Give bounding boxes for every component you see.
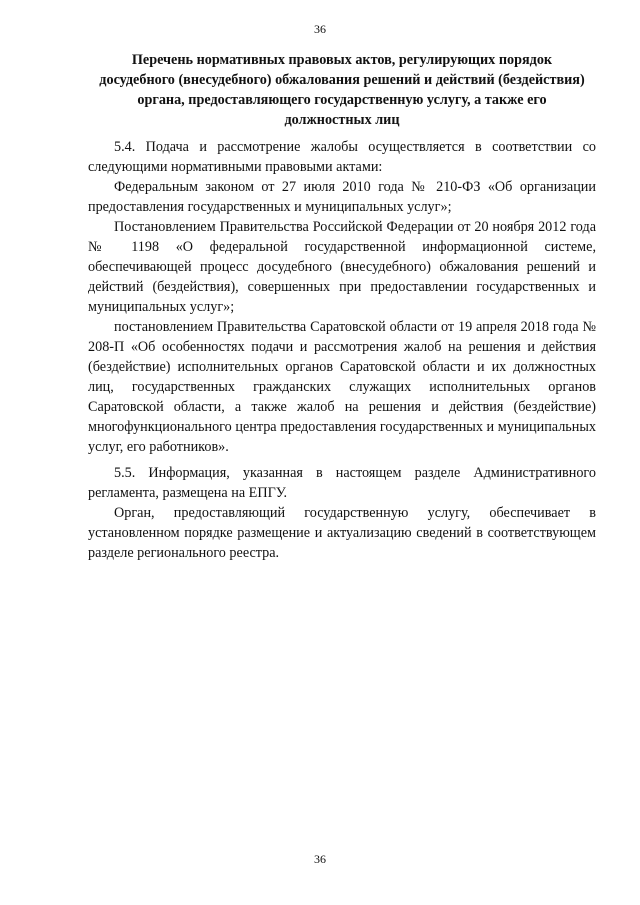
section-heading [88,50,596,130]
document-body [88,50,596,563]
paragraph-government-decree: Постановлением Правительства Российской Федерации от 20 ноября 2012 года № 1198 «О федеральной государственной информационной системе, обеспечивающей процесс досудебного (внесудебного) обжалования решений и действий (бездействия), совершенных при предоставлении государственных и муниципальных услуг»; [88,219,596,315]
heading-line: должностных лиц [284,112,400,128]
heading-line: досудебного (внесудебного) обжалования решений и действий (бездействия) [99,72,585,88]
paragraph-5-5: 5.5. Информация, указанная в настоящем разделе Административного регламента, размещена на ЕПГУ. [88,465,596,501]
page-number-top: 36 [314,22,326,36]
heading-line: органа, предоставляющего государственную услугу, а также его [137,92,547,108]
paragraph-registry: Орган, предоставляющий государственную услугу, обеспечивает в установленном порядке размещение и актуализацию сведений в соответствующем разделе регионального реестра. [88,505,596,561]
page-number-bottom: 36 [314,852,326,866]
paragraph-5-4: 5.4. Подача и рассмотрение жалобы осуществляется в соответствии со следующими нормативными правовыми актами: [88,139,596,175]
paragraph-federal-law: Федеральным законом от 27 июля 2010 года № 210-ФЗ «Об организации предоставления государственных и муниципальных услуг»; [88,179,596,215]
paragraph-regional-decree: постановлением Правительства Саратовской области от 19 апреля 2018 года № 208-П «Об особенностях подачи и рассмотрения жалоб на решения и действия (бездействие) исполнительных органов Саратовской области и их должностных лиц, государственных гражданских служащих исполнительных органов Саратовской области, а также жалоб на решения и действия (бездействие) многофункционального центра предоставления государственных и муниципальных услуг, его работников». [88,319,596,455]
heading-line: Перечень нормативных правовых актов, регулирующих порядок [131,52,553,68]
